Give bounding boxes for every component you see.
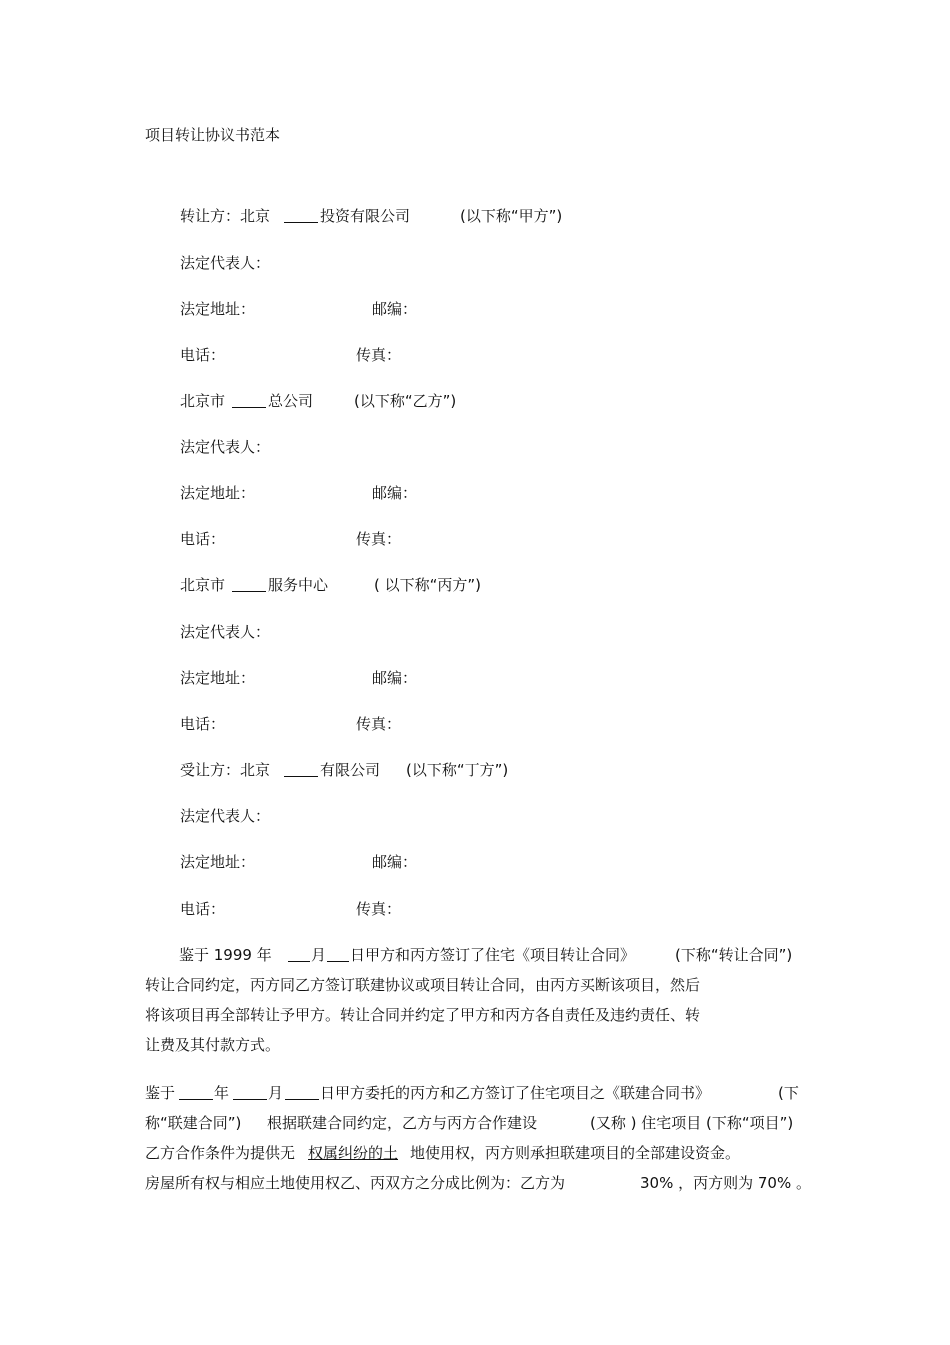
blank-underline [327,944,349,966]
party-c-suffix: 服务中心 [268,576,329,594]
underlined-text: 权属纠纷的土 [308,1144,399,1162]
phone-label: 电话： [180,715,226,733]
transferee-suffix: 有限公司 [320,761,381,779]
text-span: 乙方合作条件为提供无 [145,1144,296,1162]
phone-label: 电话： [180,530,226,548]
text-span: 月 [268,1084,284,1102]
address-label: 法定地址： [180,853,256,871]
text-span: 房屋所有权与相应土地使用权乙、丙双方之分成比例为：乙方为 [145,1174,566,1192]
party-b-alias: (以下称“乙方”) [354,392,457,410]
paragraph-line: 让费及其付款方式。 [145,1036,281,1054]
blank-underline [232,574,266,596]
blank-underline [285,1082,319,1104]
rep-label: 法定代表人： [180,807,271,825]
address-label: 法定地址： [180,669,256,687]
rep-label: 法定代表人： [180,254,271,272]
paragraph-line: 将该项目再全部转让予甲方。转让合同并约定了甲方和丙方各自责任及违约责任、转 [145,1006,701,1024]
fax-label: 传真： [356,715,402,733]
postcode-label: 邮编： [372,300,418,318]
address-label: 法定地址： [180,300,256,318]
postcode-label: 邮编： [372,853,418,871]
page-title: 项目转让协议书范本 [145,126,281,144]
party-c-party: 北京市 [180,576,226,594]
address-label: 法定地址： [180,484,256,502]
text-span: 年 [214,1084,230,1102]
fax-label: 传真： [356,900,402,918]
text-span: 30% ，丙方则为 70% 。 [640,1174,811,1192]
transferor-suffix: 投资有限公司 [320,207,411,225]
paragraph-line: 转让合同约定，丙方同乙方签订联建协议或项目转让合同，由丙方买断该项目，然后 [145,976,701,994]
text-span: (又称 ) 住宅项目 (下称“项目”) [590,1114,794,1132]
text-span: 鉴于 [145,1084,176,1102]
blank-underline [179,1082,213,1104]
postcode-label: 邮编： [372,669,418,687]
phone-label: 电话： [180,900,226,918]
text-span: 称“联建合同”) [145,1114,242,1132]
text-span: 日甲方委托的丙方和乙方签订了住宅项目之《联建合同书》 [320,1084,711,1102]
rep-label: 法定代表人： [180,438,271,456]
rep-label: 法定代表人： [180,623,271,641]
party-c-alias: ( 以下称“丙方”) [374,576,482,594]
text-span: 鉴于 1999 年 [179,946,272,964]
text-span: 日甲方和丙方签订了住宅《项目转让合同》 [350,946,636,964]
text-span: 根据联建合同约定，乙方与丙方合作建设 [267,1114,538,1132]
text-span: 月 [311,946,327,964]
transferee-party: 受让方：北京 [180,761,271,779]
transferor-party: 转让方：北京 [180,207,271,225]
postcode-label: 邮编： [372,484,418,502]
text-span: (下 [778,1084,799,1102]
party-b-party: 北京市 [180,392,226,410]
blank-underline [233,1082,267,1104]
text-span: (下称“转让合同”) [675,946,793,964]
blank-underline [284,205,318,227]
blank-underline [232,390,266,412]
blank-underline [288,944,310,966]
fax-label: 传真： [356,346,402,364]
blank-underline [284,759,318,781]
transferor-alias: (以下称“甲方”) [460,207,563,225]
transferee-alias: (以下称“丁方”) [406,761,509,779]
party-b-suffix: 总公司 [268,392,314,410]
fax-label: 传真： [356,530,402,548]
text-span: 地使用权，丙方则承担联建项目的全部建设资金。 [410,1144,741,1162]
phone-label: 电话： [180,346,226,364]
